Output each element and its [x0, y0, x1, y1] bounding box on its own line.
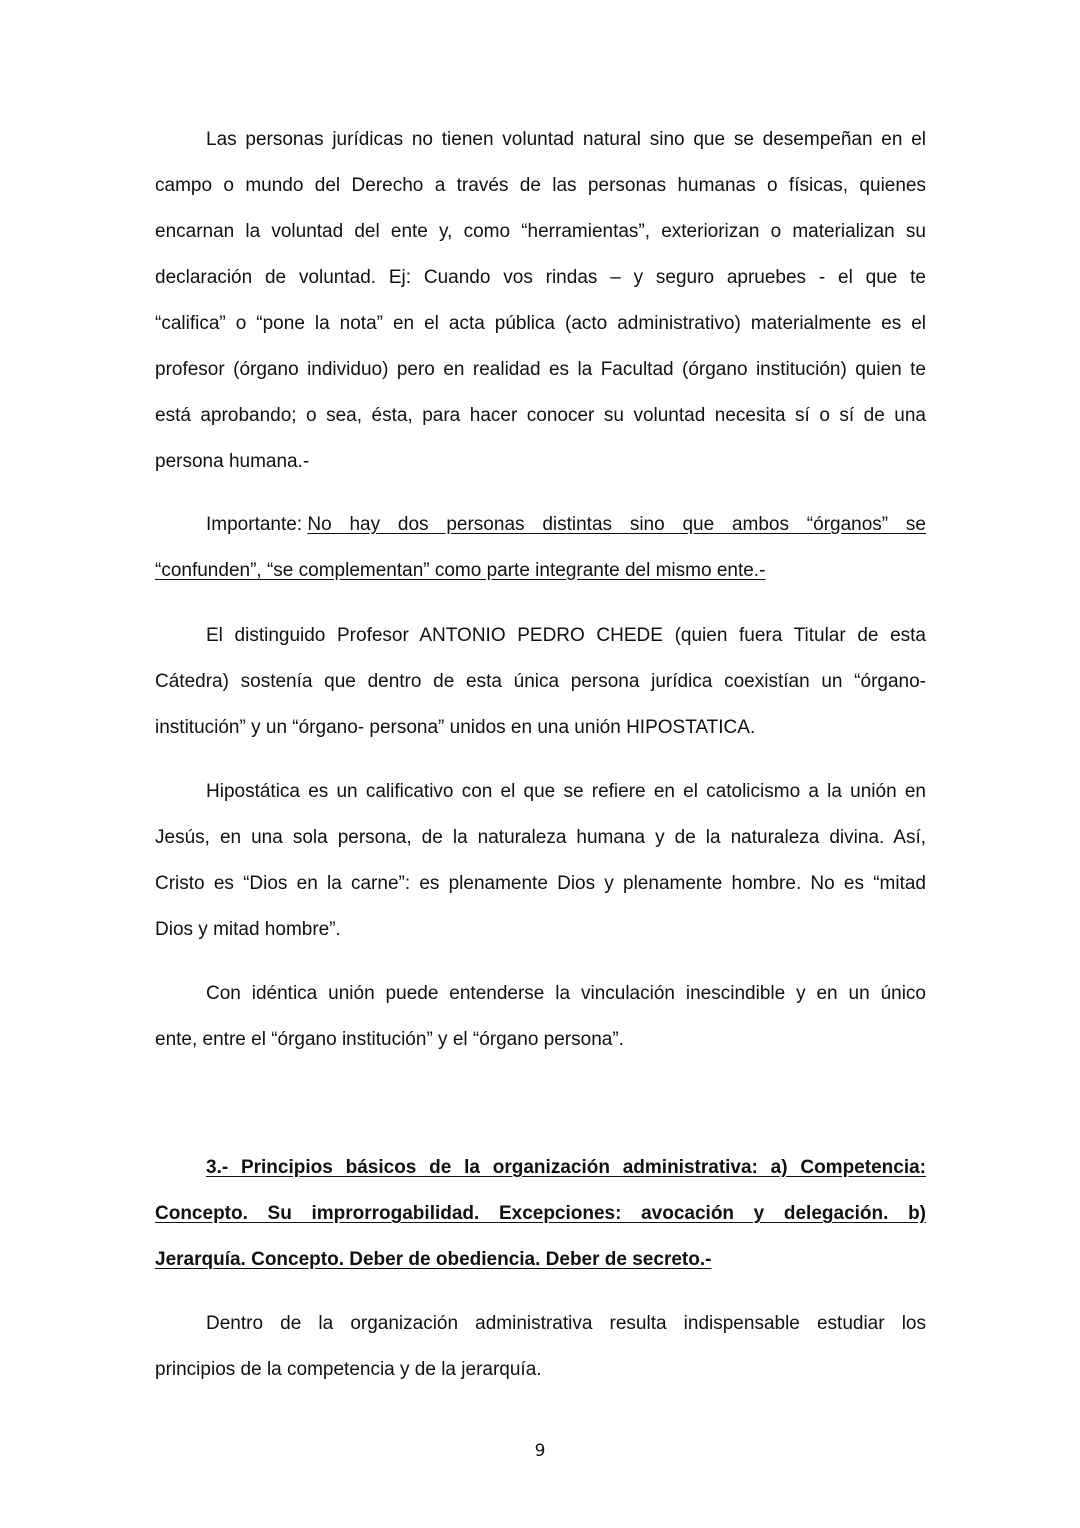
underlined-note: “confunden”, “se complementan” como parte integrante del mismo ente.- [155, 560, 766, 581]
heading-line: 3.- Principios básicos de la organización administrativa: a) Competencia: [206, 1157, 926, 1178]
heading-line: Concepto. Su improrrogabilidad. Excepciones: avocación y delegación. b) [155, 1203, 926, 1224]
text-line [155, 559, 926, 583]
text-line: Hipostática es un calificativo con el que se refiere en el catolicismo a la unión en [206, 781, 926, 802]
text-line: Jesús, en una sola persona, de la naturaleza humana y de la naturaleza divina. Así, [155, 827, 926, 848]
text-line: Cátedra) sostenía que dentro de esta única persona jurídica coexistían un “órgano- [155, 671, 926, 692]
underlined-note: No hay dos personas distintas sino que ambos “órganos” se [307, 514, 926, 535]
text-line: declaración de voluntad. Ej: Cuando vos rindas – y seguro apruebes - el que te [155, 267, 926, 288]
heading-line [155, 1248, 926, 1272]
heading-text: Jerarquía. Concepto. Deber de obediencia. Deber de secreto.- [155, 1249, 712, 1270]
text-line: institución” y un “órgano- persona” unidos en una unión HIPOSTATICA. [155, 717, 756, 738]
text-line: está aprobando; o sea, ésta, para hacer conocer su voluntad necesita sí o sí de una [155, 405, 926, 426]
page-number: 9 [534, 1441, 546, 1461]
text-line: principios de la competencia y de la jerarquía. [155, 1359, 542, 1380]
text-line: Dios y mitad hombre”. [155, 919, 341, 940]
importante-label: Importante: [206, 514, 308, 535]
text-line: Las personas jurídicas no tienen voluntad natural sino que se desempeñan en el [206, 129, 926, 150]
text-line: El distinguido Profesor ANTONIO PEDRO CHEDE (quien fuera Titular de esta [206, 625, 926, 646]
text-line: campo o mundo del Derecho a través de las personas humanas o físicas, quienes [155, 175, 926, 196]
text-line: Cristo es “Dios en la carne”: es plenamente Dios y plenamente hombre. No es “mitad [155, 873, 926, 894]
text-line: Dentro de la organización administrativa resulta indispensable estudiar los [206, 1313, 926, 1334]
text-line [206, 513, 926, 537]
text-line: encarnan la voluntad del ente y, como “herramientas”, exteriorizan o materializan su [155, 221, 926, 242]
text-line: persona humana.- [155, 451, 310, 472]
text-line: Con idéntica unión puede entenderse la vinculación inescindible y en un único [206, 983, 926, 1004]
text-line: profesor (órgano individuo) pero en realidad es la Facultad (órgano institución) quien te [155, 359, 926, 380]
text-line: ente, entre el “órgano institución” y el “órgano persona”. [155, 1029, 624, 1050]
text-line: “califica” o “pone la nota” en el acta pública (acto administrativo) materialmente es el [155, 313, 926, 334]
